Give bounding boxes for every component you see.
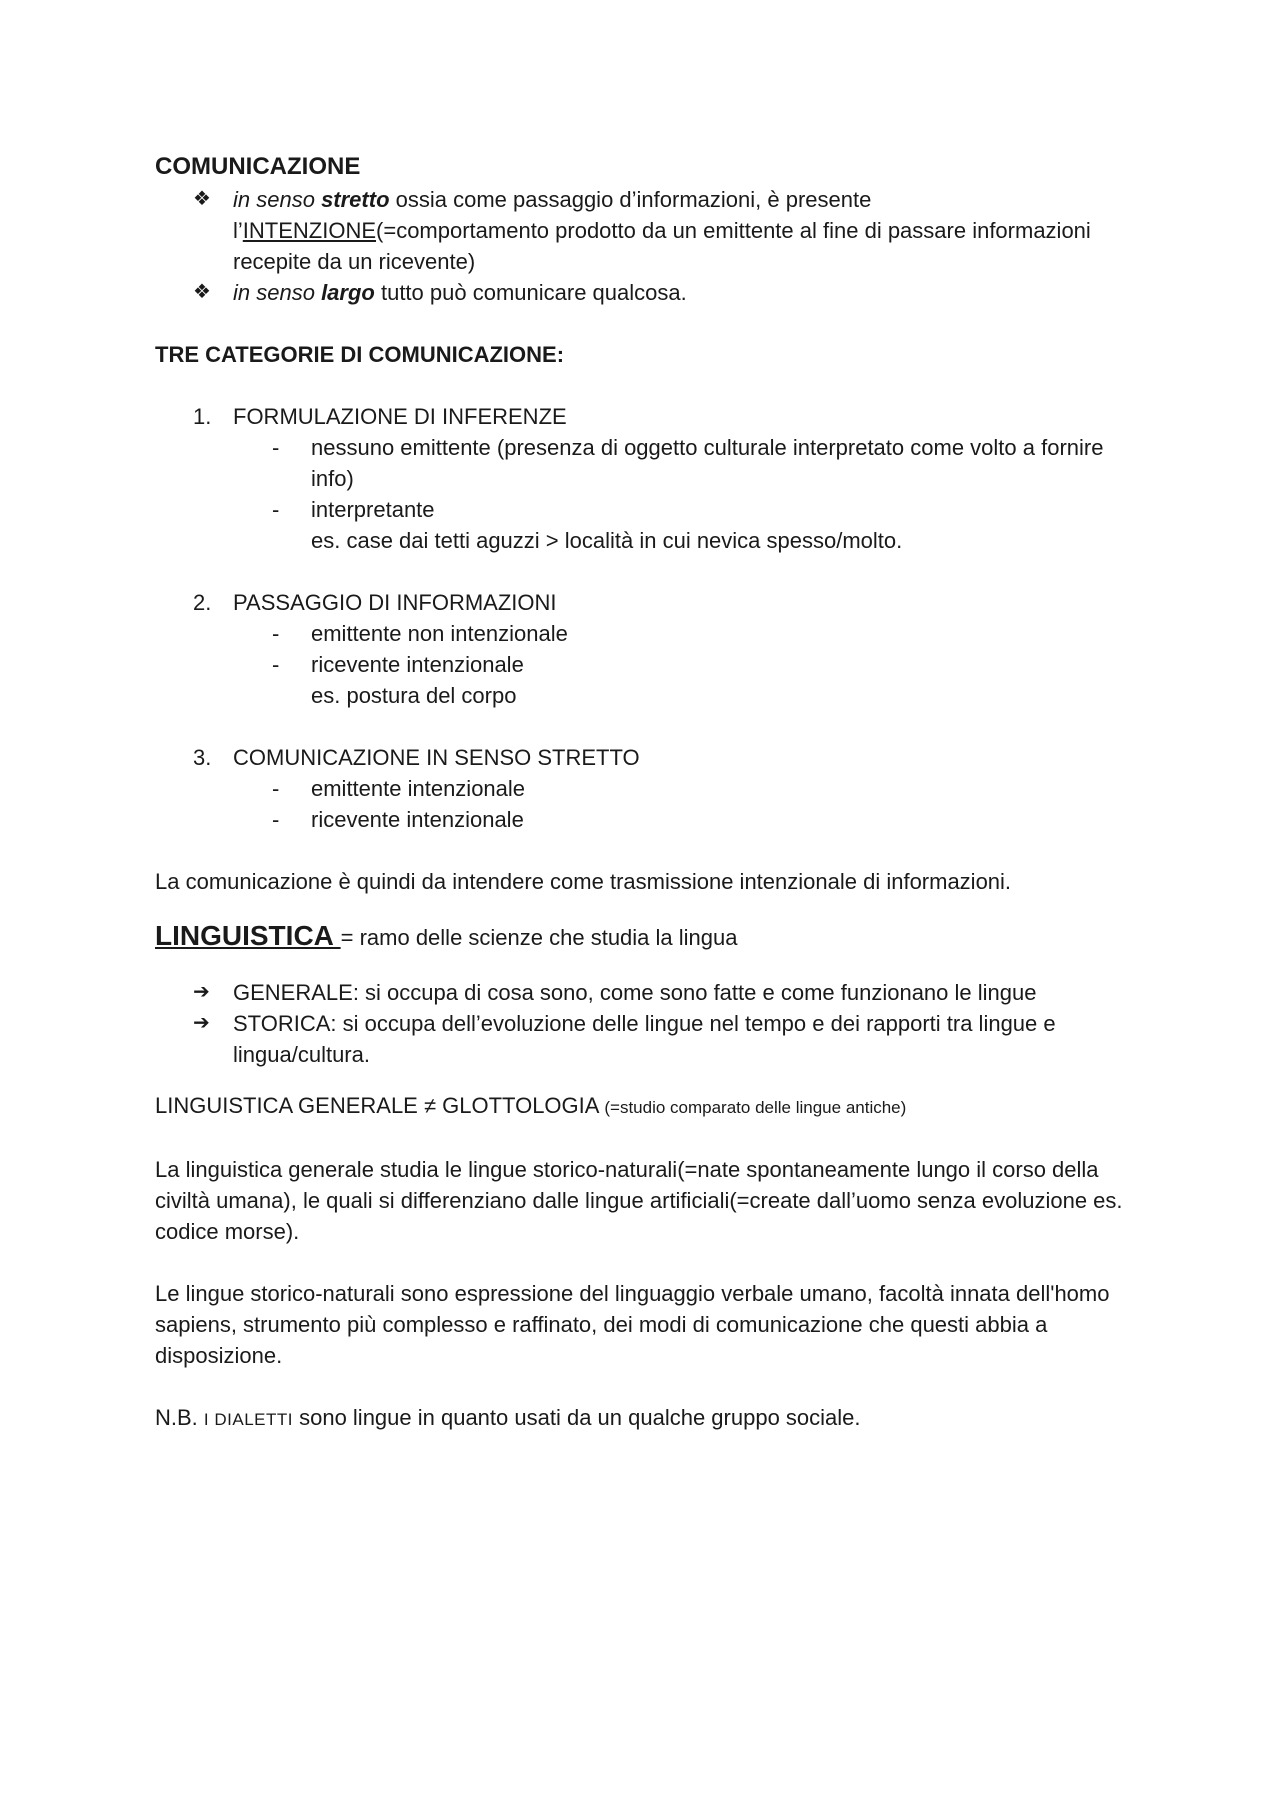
nb-note — [155, 1402, 1145, 1435]
linguistica-text: = ramo delle scienze che studia la lingua — [340, 925, 738, 950]
dash-bullet: - — [272, 497, 280, 522]
conclusion-paragraph: La comunicazione è quindi da intendere come trasmissione intenzionale di informazioni. — [155, 869, 1012, 894]
linguistica-definition — [155, 917, 1145, 957]
bullet-item — [155, 184, 1145, 277]
category-title: 2. PASSAGGIO DI INFORMAZIONI — [155, 587, 1145, 618]
arrow-item: ➔ STORICA: si occupa dell’evoluzione delle lingue nel tempo e dei rapporti tra lingue e lingua/cultura. — [155, 1008, 1145, 1070]
bullet-text: ossia come passaggio d’informazioni, è presente l’ — [233, 187, 872, 243]
dash-bullet: - — [272, 652, 280, 677]
list-item: - emittente non intenzionale — [155, 618, 1145, 649]
list-number: 3. — [193, 745, 212, 770]
list-item: - nessuno emittente (presenza di oggetto culturale interpretato come volto a fornire info) — [155, 432, 1145, 494]
list-item: - interpretante — [155, 494, 1145, 525]
example-text: es. case dai tetti aguzzi > località in cui nevica spesso/molto. — [311, 528, 903, 553]
nb-caps: I DIALETTI — [203, 1410, 293, 1429]
dash-bullet: - — [272, 776, 280, 801]
example-text: es. postura del corpo — [311, 683, 517, 708]
linguistica-term: LINGUISTICA — [155, 920, 341, 951]
dash-bullet: - — [272, 435, 280, 460]
page-title: COMUNICAZIONE — [155, 153, 361, 180]
dash-bullet: - — [272, 807, 280, 832]
paragraph: Le lingue storico-naturali sono espressione del linguaggio verbale umano, facoltà innata dell'homo sapiens, strumento più complesso e raffinato, dei modi di comunicazione che questi abbia a disposizione. — [155, 1281, 1110, 1368]
diamond-bullet-icon: ❖ — [193, 281, 211, 303]
list-item: - emittente intenzionale — [155, 773, 1145, 804]
list-number: 2. — [193, 590, 212, 615]
document-page — [155, 150, 1145, 1435]
bullet-bold-italic: stretto — [321, 187, 390, 212]
category-title: 1. FORMULAZIONE DI INFERENZE — [155, 401, 1145, 432]
section-heading: TRE CATEGORIE DI COMUNICAZIONE: — [155, 342, 565, 367]
bullet-italic: in senso — [233, 187, 322, 212]
bullet-text: tutto può comunicare qualcosa. — [374, 280, 687, 305]
dash-bullet: - — [272, 621, 280, 646]
diamond-bullet-icon: ❖ — [193, 188, 211, 210]
category-title: 3. COMUNICAZIONE IN SENSO STRETTO — [155, 742, 1145, 773]
list-item: - ricevente intenzionale — [155, 804, 1145, 835]
list-item: - ricevente intenzionale — [155, 649, 1145, 680]
nb-prefix: N.B. — [155, 1405, 204, 1430]
glottologia-note: (=studio comparato delle lingue antiche) — [604, 1098, 907, 1117]
bullet-italic: in senso — [233, 280, 322, 305]
nb-text: sono lingue in quanto usati da un qualche gruppo sociale. — [292, 1405, 861, 1430]
list-number: 1. — [193, 404, 212, 429]
bullet-item — [155, 277, 1145, 308]
arrow-right-icon: ➔ — [193, 981, 210, 1003]
arrow-item: ➔ GENERALE: si occupa di cosa sono, come sono fatte e come funzionano le lingue — [155, 977, 1145, 1008]
bullet-bold-italic: largo — [321, 280, 375, 305]
bullet-text-cont: (=comportamento prodotto da un emittente al fine di passare informazioni recepite da un ricevente) — [233, 218, 1091, 274]
arrow-right-icon: ➔ — [193, 1012, 210, 1034]
glottologia-line — [155, 1090, 1145, 1123]
paragraph: La linguistica generale studia le lingue storico-naturali(=nate spontaneamente lungo il corso della civiltà umana), le quali si differenziano dalle lingue artificiali(=create dall’uomo senza evoluzione es. codice morse). — [155, 1157, 1123, 1244]
underlined-term: INTENZIONE — [242, 218, 377, 243]
glottologia-main: LINGUISTICA GENERALE ≠ GLOTTOLOGIA — [155, 1093, 605, 1118]
